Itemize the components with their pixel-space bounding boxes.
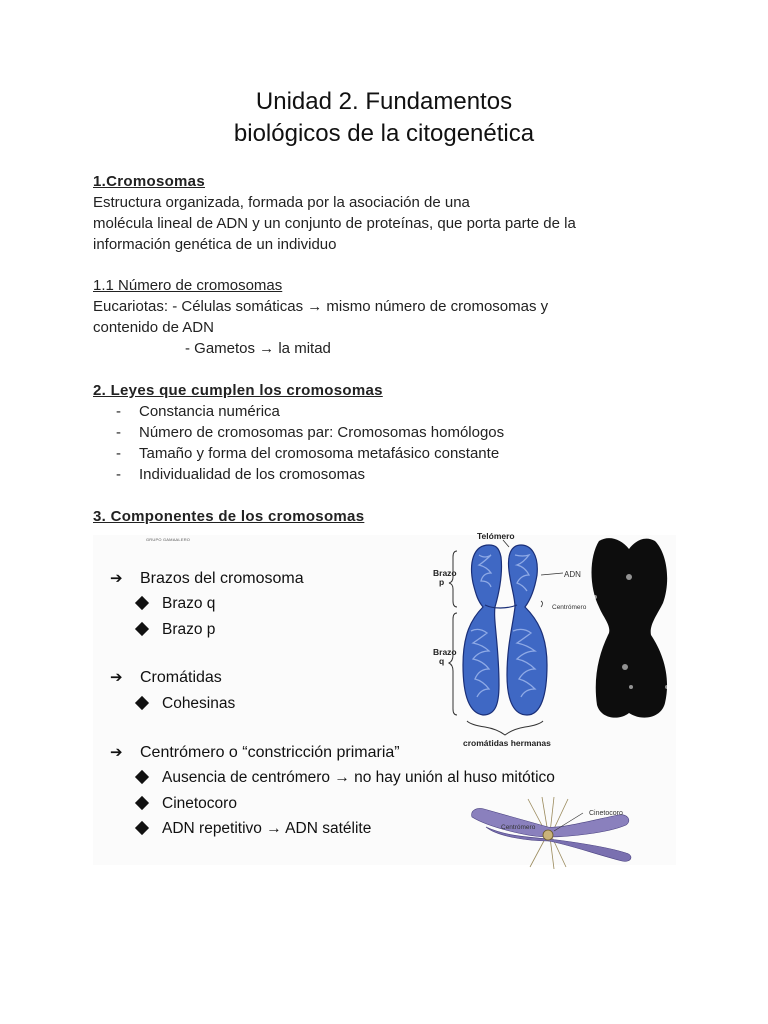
- figure-subitem-ausencia: Ausencia de centrómero → no hay unión al huso mitótico: [162, 769, 555, 786]
- label-brazo-q-line-1: Brazo: [433, 647, 457, 657]
- section-3-heading: 3. Componentes de los cromosomas: [93, 508, 365, 525]
- law-item: Número de cromosomas par: Cromosomas homólogos: [139, 424, 505, 441]
- figure-subitem-adn-repetitivo: ADN repetitivo → ADN satélite: [162, 820, 372, 837]
- law-item: Constancia numérica: [139, 403, 280, 420]
- section-1-text-line-1: Estructura organizada, formada por la asociación de una: [93, 194, 470, 211]
- figure-subitem-brazo-p: Brazo p: [162, 621, 216, 638]
- figure-item-cromatidas: Cromátidas: [140, 669, 222, 686]
- law-bullet: -: [116, 445, 121, 462]
- chromosome-components-figure: [93, 531, 676, 865]
- label-adn: ADN: [564, 570, 581, 579]
- diamond-bullet-icon: [135, 796, 149, 810]
- section-1-heading: 1.Cromosomas: [93, 173, 205, 190]
- label-centromero-2: Centrómero: [501, 824, 536, 831]
- label-cromatidas-hermanas: cromátidas hermanas: [463, 738, 551, 748]
- brace-p: [449, 551, 457, 607]
- law-item: Individualidad de los cromosomas: [139, 466, 365, 483]
- arrow-bullet-icon: ➔: [110, 669, 123, 686]
- section-1-1-heading: 1.1 Número de cromosomas: [93, 277, 283, 294]
- law-bullet: -: [116, 403, 121, 420]
- law-item: Tamaño y forma del cromosoma metafásico constante: [139, 445, 500, 462]
- section-1-text-line-2: molécula lineal de ADN y un conjunto de proteínas, que porta parte de la: [93, 215, 576, 232]
- micrograph-chromosome: [585, 537, 673, 722]
- page-title-line-1: Unidad 2. Fundamentos: [255, 88, 513, 115]
- law-bullet: -: [116, 466, 121, 483]
- figure-item-brazos: Brazos del cromosoma: [140, 570, 304, 587]
- arrow-bullet-icon: ➔: [110, 744, 123, 761]
- diamond-bullet-icon: [135, 770, 149, 784]
- section-1-1-line-3: - Gametos → la mitad: [185, 340, 331, 357]
- figure-subitem-cohesinas: Cohesinas: [162, 695, 236, 712]
- figure-subitem-cinetocoro: Cinetocoro: [162, 795, 237, 812]
- section-2-heading: 2. Leyes que cumplen los cromosomas: [93, 382, 383, 399]
- page-title-line-2: biológicos de la citogenética: [233, 120, 535, 147]
- figure-item-centromero: Centrómero o “constricción primaria”: [140, 744, 400, 761]
- label-telomero: Telómero: [477, 531, 515, 541]
- section-1-text-line-3: información genética de un individuo: [93, 236, 337, 253]
- arrow-bullet-icon: ➔: [110, 570, 123, 587]
- diamond-bullet-icon: [135, 596, 149, 610]
- brace-cromatidas: [467, 721, 543, 735]
- label-brazo-q-line-2: q: [439, 656, 445, 666]
- label-brazo-p-line-1: Brazo: [433, 568, 457, 578]
- section-1-1-line-2: contenido de ADN: [93, 319, 214, 336]
- law-bullet: -: [116, 424, 121, 441]
- figure-source-caption: GRUPO GAMAALERO: [146, 537, 191, 542]
- figure-subitem-brazo-q: Brazo q: [162, 595, 216, 612]
- label-centromero: Centrómero: [552, 604, 587, 611]
- section-1-1-line-1: Eucariotas: - Células somáticas → mismo número de cromosomas y: [93, 298, 549, 315]
- diamond-bullet-icon: [135, 821, 149, 835]
- label-cinetocoro: Cinetocoro: [589, 810, 623, 817]
- diamond-bullet-icon: [135, 622, 149, 636]
- label-brazo-p-line-2: p: [439, 577, 445, 587]
- kinetochore-diagram: [468, 797, 648, 869]
- brace-q: [449, 613, 457, 715]
- diamond-bullet-icon: [135, 696, 149, 710]
